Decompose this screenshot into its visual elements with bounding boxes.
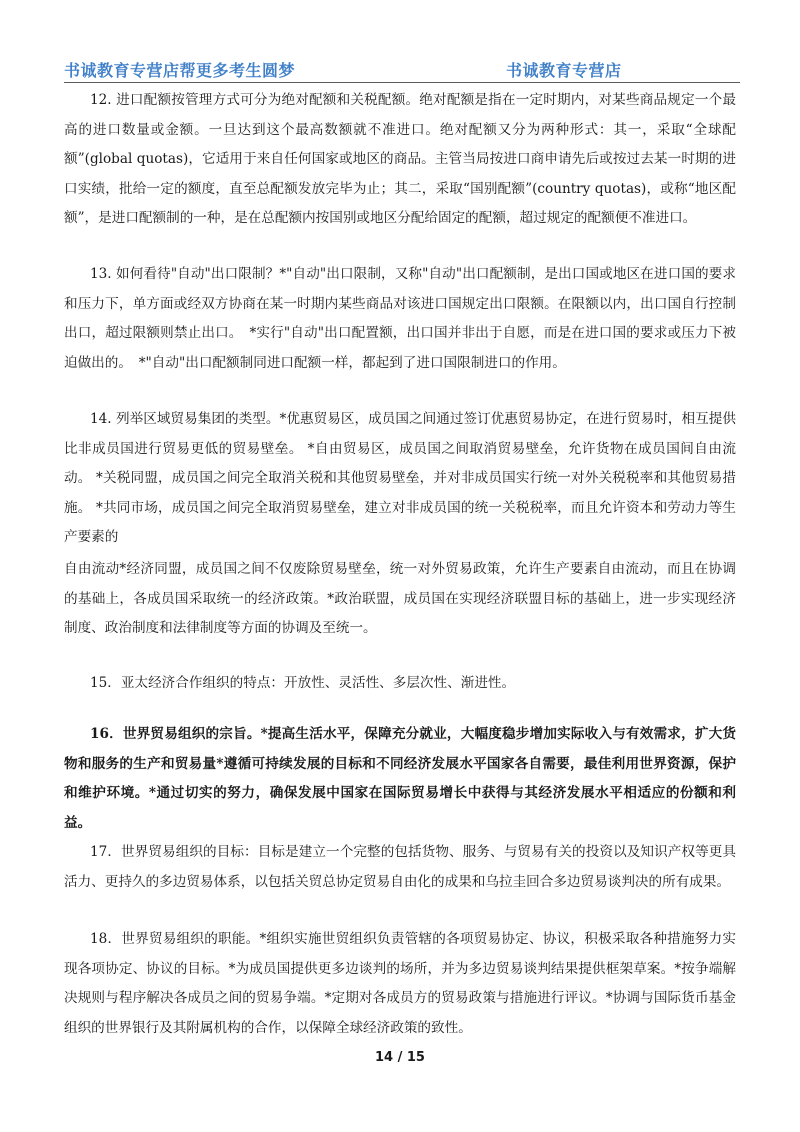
paragraph-q14-part2: 自由流动*经济同盟，成员国之间不仅废除贸易壁垒，统一对外贸易政策，允许生产要素自由流动，而且在协调的基础上，各成员国采取统一的经济政策。*政治联盟，成员国在实现经济联盟目标的基础上，进一步实现经济制度、政治制度和法律制度等方面的协调及至统一。: [64, 561, 736, 636]
page-number: 14 / 15: [375, 1050, 425, 1065]
paragraph-q18: 18．世界贸易组织的职能。*组织实施世贸组织负责管辖的各项贸易协定、协议，积极采取各种措施努力实现各项协定、协议的目标。*为成员国提供更多边谈判的场所，并为多边贸易谈判结果提供框架草案。*按争端解决规则与程序解决各成员之间的贸易争端。*定期对各成员方的贸易政策与措施进行评议。*协调与国际货币基金组织的世界银行及其附属机构的合作，以保障全球经济政策的致性。: [64, 931, 736, 1036]
paragraph-q16: 16．世界贸易组织的宗旨。*提高生活水平，保障充分就业，大幅度稳步增加实际收入与有效需求，扩大货物和服务的生产和贸易量*遵循可持续发展的目标和不同经济发展水平国家各自需要，最佳利用世界资源，保护和维护环境。*通过切实的努力，确保发展中国家在国际贸易增长中获得与其经济发展水平相适应的份额和利益。: [64, 726, 736, 831]
page-header: [64, 58, 740, 83]
header-shop-name: 书诚教育专营店: [506, 61, 622, 80]
paragraph-q17: 17．世界贸易组织的目标：目标是建立一个完整的包括货物、服务、与贸易有关的投资以及知识产权等更具活力、更持久的多边贸易体系，以包括关贸总协定贸易自由化的成果和乌拉圭回合多边贸易谈判决的所有成果。: [64, 844, 736, 890]
header-shop-slogan: 书诚教育专营店帮更多考生圆梦: [64, 61, 296, 80]
paragraph-q15: 15．亚太经济合作组织的特点：开放性、灵活性、多层次性、渐进性。: [90, 675, 516, 691]
paragraph-q13: 13. 如何看待"自动"出口限制？*"自动"出口限制，又称"自动"出口配额制，是出口国或地区在进口国的要求和压力下，单方面或经双方协商在某一时期内某些商品对该进口国规定出口限额。在限额以内，出口国自行控制出口，超过限额则禁止出口。 *实行"自动"出口配置额，出口国并非出于自愿，而是在进口国的要求或压力下被迫做出的。 *"自动"出口配额制同进口配额一样，都起到了进口国限制进口的作用。: [64, 266, 736, 371]
paragraph-q14-part1: 14. 列举区域贸易集团的类型。*优惠贸易区，成员国之间通过签订优惠贸易协定，在进行贸易时，相互提供比非成员国进行贸易更低的贸易壁垒。 *自由贸易区，成员国之间取消贸易壁垒，允许货物在成员国间自由流动。 *关税同盟，成员国之间完全取消关税和其他贸易壁垒，并对非成员国实行统一对外关税税率和其他贸易措施。 *共同市场，成员国之间完全取消贸易壁垒，建立对非成员国的统一关税税率，而且允许资本和劳动力等生产要素的: [64, 411, 736, 545]
paragraph-q12: 12. 进口配额按管理方式可分为绝对配额和关税配额。绝对配额是指在一定时期内，对某些商品规定一个最高的进口数量或金额。一旦达到这个最高数额就不准进口。绝对配额又分为两种形式：其一，采取“全球配额”(global quotas)，它适用于来自任何国家或地区的商品。主管当局按进口商申请先后或按过去某一时期的进口实绩，批给一定的额度，直至总配额发放完毕为止；其二，采取“国别配额”(country quotas)，或称“地区配额”，是进口配额制的一种，是在总配额内按国别或地区分配给固定的配额，超过规定的配额便不准进口。: [64, 92, 736, 226]
